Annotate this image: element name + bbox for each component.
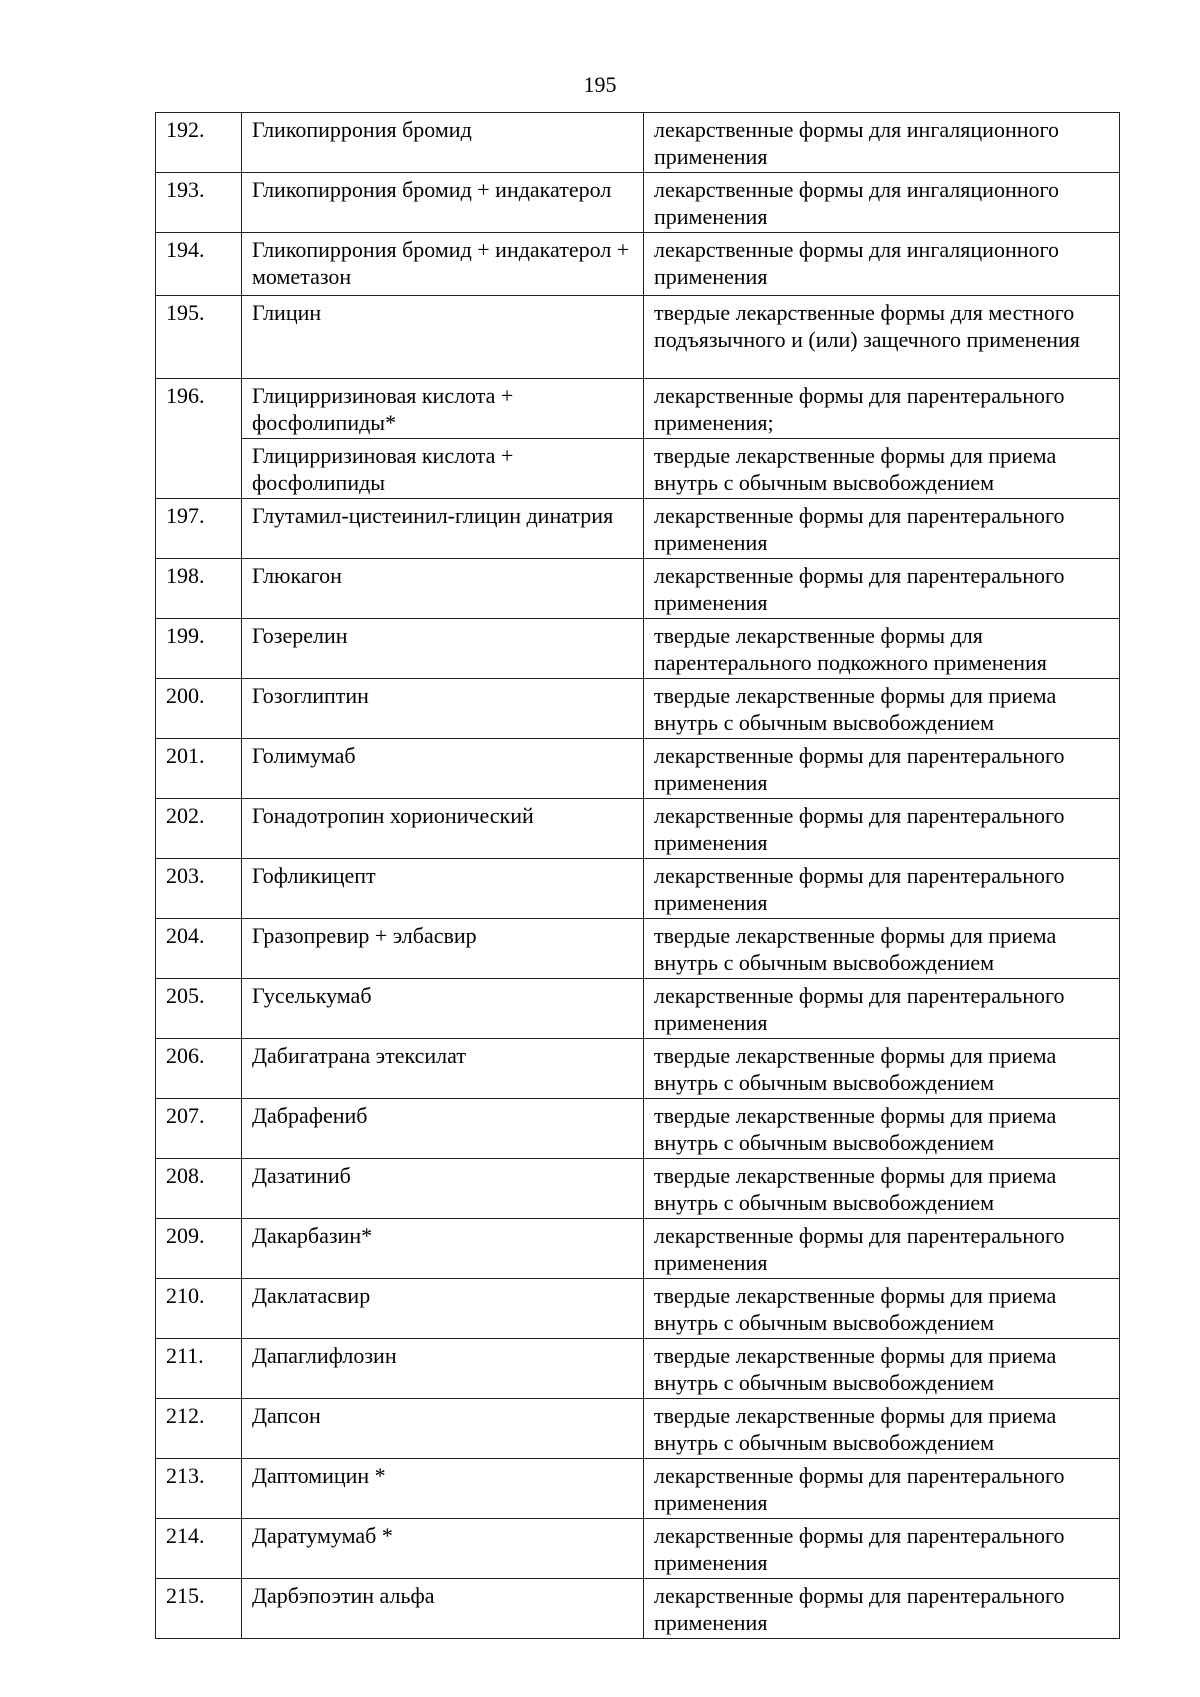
drug-name: Гозерелин xyxy=(242,619,644,679)
row-number: 201. xyxy=(156,739,242,799)
dosage-form: лекарственные формы для ингаляционного применения xyxy=(644,173,1120,233)
dosage-form: лекарственные формы для парентерального применения xyxy=(644,859,1120,919)
row-number: 195. xyxy=(156,296,242,379)
table-row xyxy=(156,1099,1120,1159)
drug-name: Дабигатрана этексилат xyxy=(242,1039,644,1099)
dosage-form: лекарственные формы для парентерального применения xyxy=(644,979,1120,1039)
row-number: 202. xyxy=(156,799,242,859)
dosage-form: твердые лекарственные формы для приема внутрь с обычным высвобождением xyxy=(644,1279,1120,1339)
table-row xyxy=(156,679,1120,739)
drug-name: Глицирризиновая кислота + фосфолипиды* xyxy=(242,379,644,439)
dosage-form: твердые лекарственные формы для приема внутрь с обычным высвобождением xyxy=(644,439,1120,499)
table-row xyxy=(156,499,1120,559)
dosage-form: лекарственные формы для парентерального применения xyxy=(644,559,1120,619)
dosage-form: лекарственные формы для ингаляционного применения xyxy=(644,113,1120,173)
drug-name: Глюкагон xyxy=(242,559,644,619)
dosage-form: твердые лекарственные формы для приема внутрь с обычным высвобождением xyxy=(644,919,1120,979)
dosage-form: твердые лекарственные формы для приема внутрь с обычным высвобождением xyxy=(644,1339,1120,1399)
drug-name: Гуселькумаб xyxy=(242,979,644,1039)
table-row xyxy=(156,439,1120,499)
table-row xyxy=(156,919,1120,979)
row-number: 206. xyxy=(156,1039,242,1099)
row-number: 193. xyxy=(156,173,242,233)
drug-name: Глицирризиновая кислота + фосфолипиды xyxy=(242,439,644,499)
row-number: 194. xyxy=(156,233,242,296)
dosage-form: лекарственные формы для парентерального применения xyxy=(644,1219,1120,1279)
dosage-form: лекарственные формы для парентерального применения xyxy=(644,1519,1120,1579)
table-row xyxy=(156,233,1120,296)
table-row xyxy=(156,559,1120,619)
row-number: 203. xyxy=(156,859,242,919)
drug-table xyxy=(155,112,1120,1639)
row-number: 200. xyxy=(156,679,242,739)
drug-name: Гликопиррония бромид xyxy=(242,113,644,173)
table-row xyxy=(156,619,1120,679)
row-number: 198. xyxy=(156,559,242,619)
drug-name: Дабрафениб xyxy=(242,1099,644,1159)
row-number: 192. xyxy=(156,113,242,173)
row-number: 204. xyxy=(156,919,242,979)
dosage-form: твердые лекарственные формы для приема внутрь с обычным высвобождением xyxy=(644,1099,1120,1159)
row-number: 213. xyxy=(156,1459,242,1519)
table-row xyxy=(156,1399,1120,1459)
drug-name: Дарбэпоэтин альфа xyxy=(242,1579,644,1639)
drug-name: Дапаглифлозин xyxy=(242,1339,644,1399)
dosage-form: лекарственные формы для ингаляционного применения xyxy=(644,233,1120,296)
table-row xyxy=(156,1339,1120,1399)
row-number: 211. xyxy=(156,1339,242,1399)
table-row xyxy=(156,1579,1120,1639)
drug-name: Даклатасвир xyxy=(242,1279,644,1339)
row-number: 209. xyxy=(156,1219,242,1279)
table-row xyxy=(156,1159,1120,1219)
row-number: 196. xyxy=(156,379,242,499)
table-row xyxy=(156,1459,1120,1519)
drug-name: Даптомицин * xyxy=(242,1459,644,1519)
dosage-form: твердые лекарственные формы для приема внутрь с обычным высвобождением xyxy=(644,1039,1120,1099)
table-row xyxy=(156,1519,1120,1579)
row-number: 214. xyxy=(156,1519,242,1579)
drug-name: Глутамил-цистеинил-глицин динатрия xyxy=(242,499,644,559)
row-number: 208. xyxy=(156,1159,242,1219)
row-number: 207. xyxy=(156,1099,242,1159)
dosage-form: твердые лекарственные формы для приема внутрь с обычным высвобождением xyxy=(644,1399,1120,1459)
dosage-form: лекарственные формы для парентерального применения; xyxy=(644,379,1120,439)
table-row xyxy=(156,1219,1120,1279)
page-number: 195 xyxy=(583,72,617,97)
drug-name: Гликопиррония бромид + индакатерол xyxy=(242,173,644,233)
dosage-form: лекарственные формы для парентерального применения xyxy=(644,799,1120,859)
drug-name: Даратумумаб * xyxy=(242,1519,644,1579)
table-row xyxy=(156,799,1120,859)
table-row xyxy=(156,296,1120,379)
dosage-form: лекарственные формы для парентерального применения xyxy=(644,1579,1120,1639)
table-row xyxy=(156,379,1120,439)
row-number: 210. xyxy=(156,1279,242,1339)
drug-name: Гликопиррония бромид + индакатерол + мометазон xyxy=(242,233,644,296)
dosage-form: лекарственные формы для парентерального применения xyxy=(644,1459,1120,1519)
table-row xyxy=(156,739,1120,799)
table-row xyxy=(156,979,1120,1039)
row-number: 197. xyxy=(156,499,242,559)
dosage-form: твердые лекарственные формы для приема внутрь с обычным высвобождением xyxy=(644,679,1120,739)
dosage-form: твердые лекарственные формы для приема внутрь с обычным высвобождением xyxy=(644,1159,1120,1219)
drug-name: Дапсон xyxy=(242,1399,644,1459)
dosage-form: лекарственные формы для парентерального применения xyxy=(644,739,1120,799)
drug-name: Голимумаб xyxy=(242,739,644,799)
drug-name: Гозоглиптин xyxy=(242,679,644,739)
drug-name: Гофликицепт xyxy=(242,859,644,919)
row-number: 199. xyxy=(156,619,242,679)
row-number: 205. xyxy=(156,979,242,1039)
table-row xyxy=(156,859,1120,919)
drug-name: Гразопревир + элбасвир xyxy=(242,919,644,979)
table-row xyxy=(156,1279,1120,1339)
dosage-form: твердые лекарственные формы для местного подъязычного и (или) защечного применения xyxy=(644,296,1120,379)
dosage-form: лекарственные формы для парентерального применения xyxy=(644,499,1120,559)
row-number: 212. xyxy=(156,1399,242,1459)
dosage-form: твердые лекарственные формы для парентерального подкожного применения xyxy=(644,619,1120,679)
drug-name: Глицин xyxy=(242,296,644,379)
drug-name: Гонадотропин хорионический xyxy=(242,799,644,859)
table-row xyxy=(156,1039,1120,1099)
table-row xyxy=(156,173,1120,233)
row-number: 215. xyxy=(156,1579,242,1639)
table-row xyxy=(156,113,1120,173)
drug-name: Дакарбазин* xyxy=(242,1219,644,1279)
drug-name: Дазатиниб xyxy=(242,1159,644,1219)
